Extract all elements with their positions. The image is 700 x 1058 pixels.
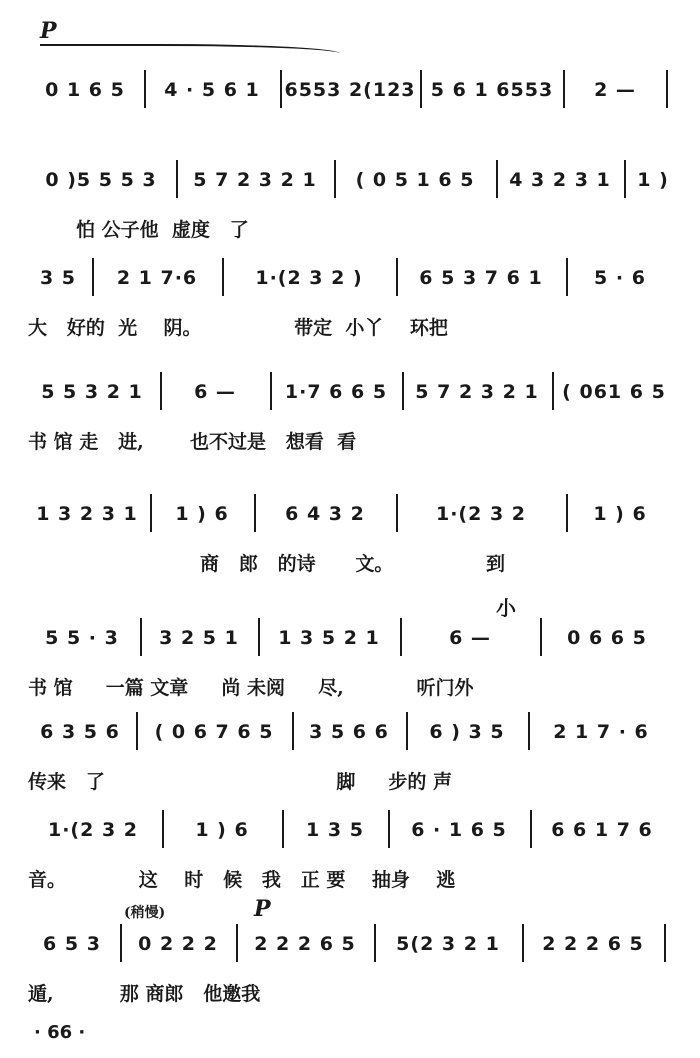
system-2	[0, 160, 700, 260]
system-1	[0, 70, 700, 170]
measure: 1 3 5	[306, 819, 364, 841]
lyrics-line: 怕 公子他 虚度 了	[76, 218, 249, 241]
measure: 1 ) 6	[593, 503, 647, 525]
dynamic-mark-p: P	[40, 18, 57, 44]
measure: ( 061 6 5	[562, 381, 666, 403]
measure: 6 ) 3 5	[429, 721, 505, 743]
measure: 5 7 2 3 2 1	[193, 169, 317, 191]
measure: 2 2 2 6 5	[254, 933, 356, 955]
system-6	[0, 596, 700, 718]
measure: 1 ) 6	[195, 819, 249, 841]
lyrics-line: 音。 这 时 候 我 正 要 抽身 逃	[28, 868, 456, 891]
lyrics-line: 遁, 那 商郎 他邀我	[28, 982, 261, 1005]
measure: ( 0 5 1 6 5	[355, 169, 475, 191]
measure: ( 0 6 7 6 5	[154, 721, 274, 743]
lyrics-line: 书 馆 一篇 文章 尚 未阅 尽, 听门外	[28, 676, 474, 699]
measure: 2 2 2 6 5	[542, 933, 644, 955]
measure: 1·(2 3 2	[47, 819, 138, 841]
hairpin-line	[40, 44, 340, 60]
tempo-mark: (稍慢)	[124, 905, 166, 921]
measure: 1 )	[637, 169, 669, 191]
measure: 6 —	[194, 381, 236, 403]
measure: 6 4 3 2	[285, 503, 365, 525]
measure: 3 5 6 6	[309, 721, 389, 743]
measure: 5(2 3 2 1	[396, 933, 500, 955]
page-number: · 66 ·	[34, 1022, 86, 1043]
measure: 2 —	[594, 79, 636, 101]
measure: 1·7 6 6 5	[284, 381, 388, 403]
measure: 0 2 2 2	[138, 933, 218, 955]
system-5	[0, 494, 700, 594]
measure: 1 3 5 2 1	[278, 627, 380, 649]
system-8	[0, 810, 700, 910]
measure: 5 5 3 2 1	[41, 381, 143, 403]
measure: 6 —	[449, 627, 491, 649]
measure: 0 6 6 5	[567, 627, 647, 649]
measure: 1 3 2 3 1	[36, 503, 138, 525]
measure: 5 6 1 6553	[430, 79, 554, 101]
measure: 6 3 5 6	[40, 721, 120, 743]
measure: 3 5	[39, 267, 77, 289]
measure: 0 1 6 5	[45, 79, 125, 101]
measure: 4 3 2 3 1	[509, 169, 611, 191]
measure: 5 7 2 3 2 1	[415, 381, 539, 403]
measure: 2 1 7·6	[116, 267, 198, 289]
lyrics-line: 书 馆 走 进, 也不过是 想看 看	[28, 430, 357, 453]
lyrics-line: 大 好的 光 阴。 带定 小丫 环把	[28, 316, 448, 339]
lyrics-line: 商 郎 的诗 文。 到	[28, 552, 505, 575]
special-mark: 小	[496, 596, 516, 620]
lyrics-line: 传来 了 脚 步的 声	[28, 770, 453, 793]
measure: 1 ) 6	[175, 503, 229, 525]
measure: 6 · 1 6 5	[411, 819, 507, 841]
system-7	[0, 712, 700, 812]
measure: 5 5 · 3	[45, 627, 119, 649]
measure: 6 5 3	[43, 933, 101, 955]
measure: 2 1 7 · 6	[553, 721, 649, 743]
measure: 0 )5 5 5 3	[45, 169, 157, 191]
measure: 6 6 1 7 6	[551, 819, 653, 841]
system-3	[0, 258, 700, 358]
measure: 1·(2 3 2	[435, 503, 526, 525]
measure: 6553 2(123	[284, 79, 416, 101]
measure: 5 · 6	[594, 267, 646, 289]
measure: 3 2 5 1	[159, 627, 239, 649]
measure: 1·(2 3 2 )	[255, 267, 363, 289]
measure: 4 · 5 6 1	[164, 79, 260, 101]
dynamic-mark-p: P	[254, 896, 271, 922]
system-4	[0, 372, 700, 472]
system-9	[0, 896, 700, 1024]
measure: 6 5 3 7 6 1	[419, 267, 543, 289]
